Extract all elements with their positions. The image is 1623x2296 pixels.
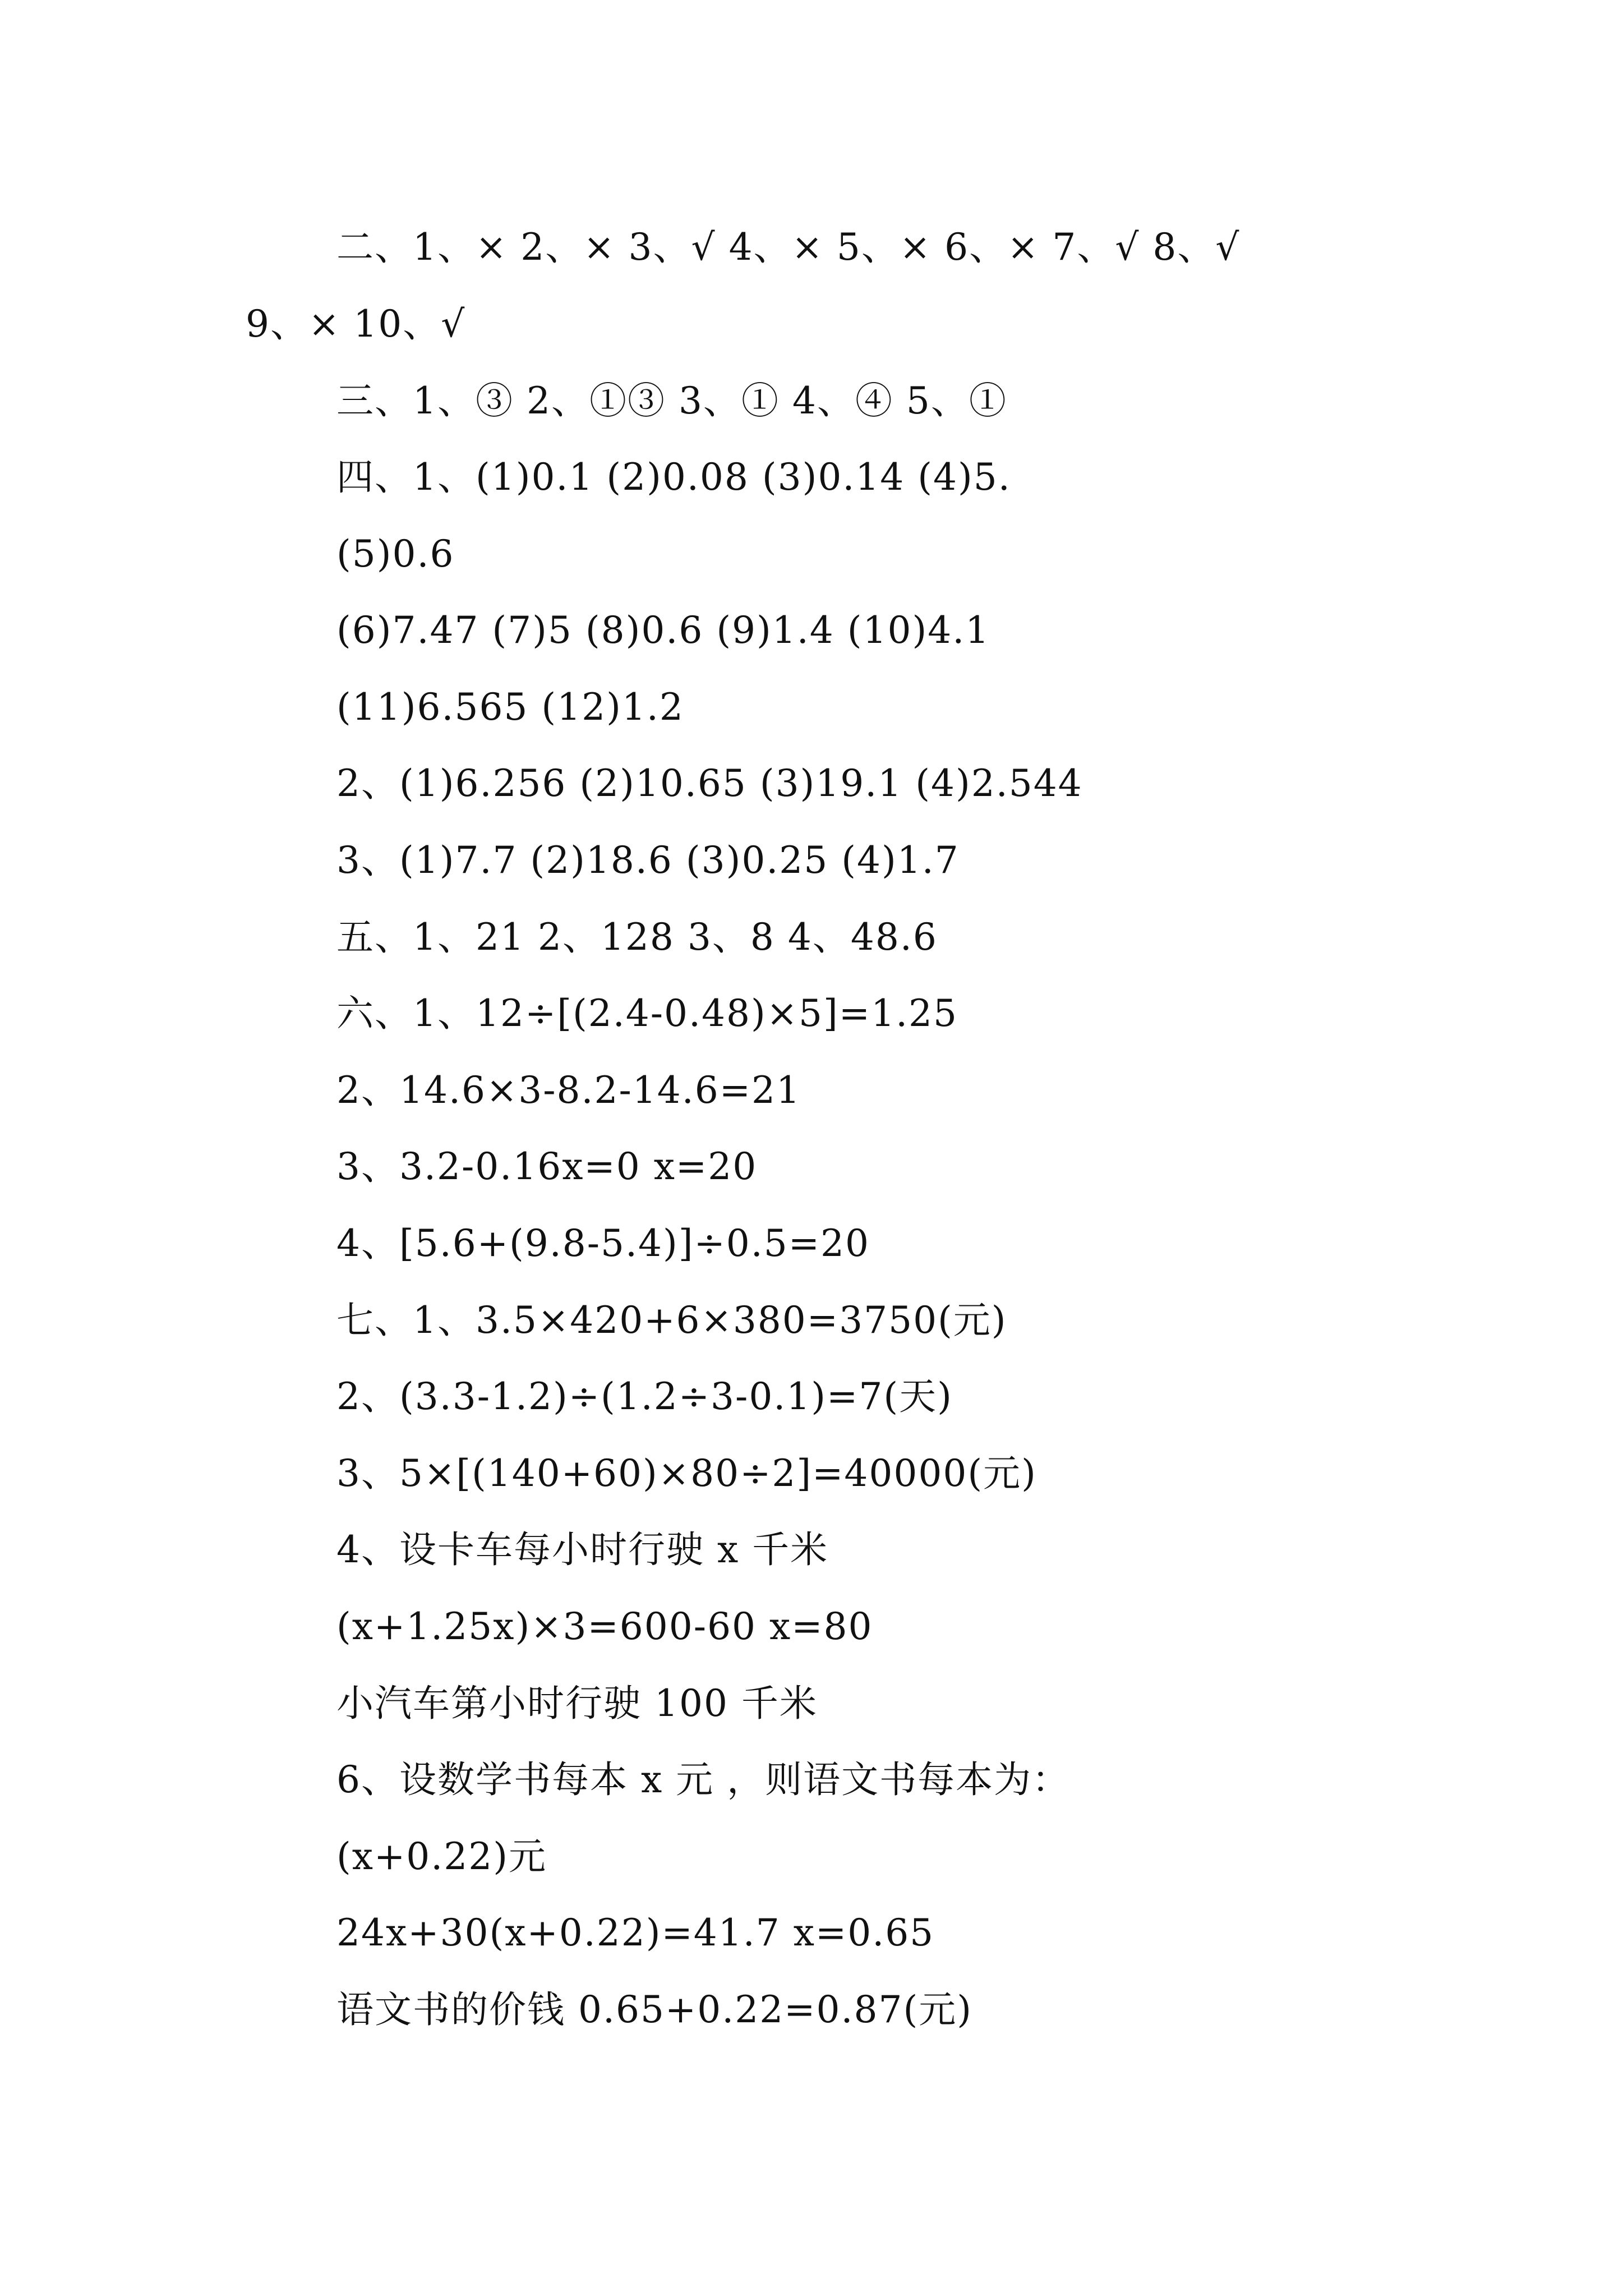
answer-line: 3、5×[(140+60)×80÷2]=40000(元) <box>336 1452 1037 1495</box>
answer-line: (x+1.25x)×3=600-60 x=80 <box>336 1605 873 1648</box>
answer-line: 语文书的价钱 0.65+0.22=0.87(元) <box>336 1988 972 2031</box>
answer-line: 二、1、× 2、× 3、√ 4、× 5、× 6、× 7、√ 8、√ <box>336 226 1241 269</box>
answer-line: 4、设卡车每小时行驶 x 千米 <box>336 1528 829 1571</box>
answer-line: 2、(1)6.256 (2)10.65 (3)19.1 (4)2.544 <box>336 762 1083 805</box>
answer-line: 四、1、(1)0.1 (2)0.08 (3)0.14 (4)5. <box>336 455 1011 499</box>
answer-line: (11)6.565 (12)1.2 <box>336 685 684 729</box>
answer-line: 2、14.6×3-8.2-14.6=21 <box>336 1069 801 1112</box>
answer-line: 小汽车第小时行驶 100 千米 <box>336 1682 818 1725</box>
answer-line: 2、(3.3-1.2)÷(1.2÷3-0.1)=7(天) <box>336 1375 953 1418</box>
answer-line: (6)7.47 (7)5 (8)0.6 (9)1.4 (10)4.1 <box>336 609 990 652</box>
answer-line: (5)0.6 <box>336 532 455 576</box>
answer-line: 9、× 10、√ <box>246 302 466 346</box>
answer-line: 五、1、21 2、128 3、8 4、48.6 <box>336 915 938 959</box>
answer-line: 三、1、③ 2、①③ 3、① 4、④ 5、① <box>336 379 1007 422</box>
answer-line: 3、3.2-0.16x=0 x=20 <box>336 1145 758 1188</box>
answer-line: 4、[5.6+(9.8-5.4)]÷0.5=20 <box>336 1222 870 1265</box>
answer-line: 24x+30(x+0.22)=41.7 x=0.65 <box>336 1911 935 1954</box>
answer-line: 七、1、3.5×420+6×380=3750(元) <box>336 1299 1007 1342</box>
answer-line: 6、设数学书每本 x 元 ，则语文书每本为： <box>336 1758 1071 1801</box>
answer-line: 六、1、12÷[(2.4-0.48)×5]=1.25 <box>336 992 958 1035</box>
answer-line: 3、(1)7.7 (2)18.6 (3)0.25 (4)1.7 <box>336 839 960 882</box>
answer-line: (x+0.22)元 <box>336 1835 547 1878</box>
